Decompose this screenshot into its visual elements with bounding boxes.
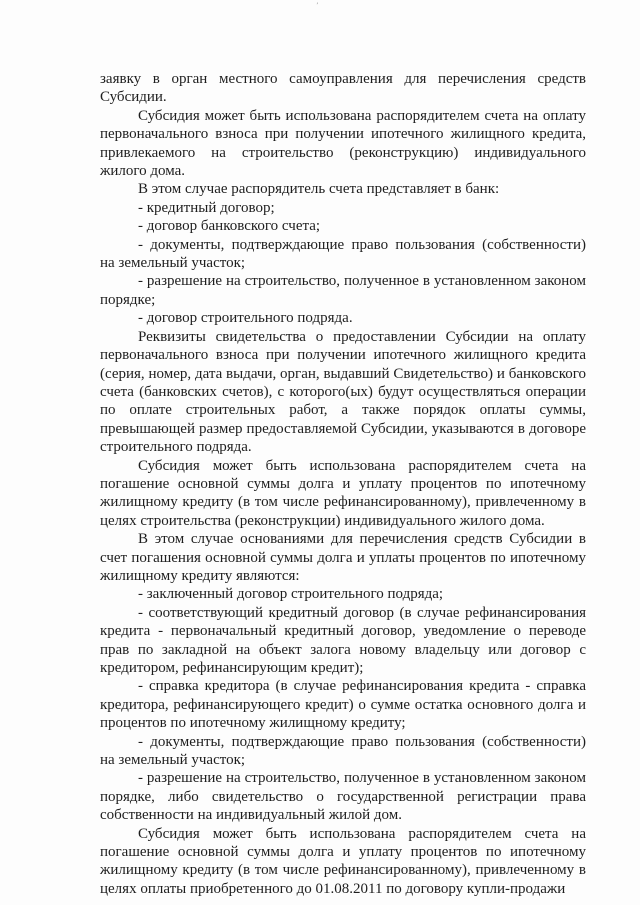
list-item-concluded-contract: - заключенный договор строительного подряда; (138, 586, 444, 603)
paragraph-transfer-grounds: В этом случае основаниями для перечисления средств Субсидии в счет погашения основной суммы долга и уплаты процентов по ипотечному жилищному кредиту являются: (100, 531, 586, 584)
list-item-bank-account-agreement: - договор банковского счета; (138, 218, 321, 235)
list-item-permit-or-ownership-certificate: - разрешение на строительство, полученное в установленном законом порядке, либо свидетельство о государственной регистрации права собственности на индивидуальный жилой дом. (100, 770, 586, 824)
paragraph-subsidy-purchase-repayment: Субсидия может быть использована распорядителем счета на погашение основной суммы долга и уплату процентов по ипотечному жилищному кредиту (в том числе рефинансированному), привлеченному в целях оплаты приобретенного до 01.08.2011 по договору купли-продажи (100, 825, 586, 897)
list-item-land-rights-documents-2: - документы, подтверждающие право пользования (собственности) на земельный участок; (100, 733, 586, 769)
list-item-construction-contract: - договор строительного подряда. (138, 310, 353, 327)
paragraph-subsidy-debt-repayment: Субсидия может быть использована распорядителем счета на погашение основной суммы долга и уплату процентов по ипотечному жилищному кредиту (в том числе рефинансированному), привлеченному в целях строительства (реконструкции) индивидуального жилого дома. (100, 457, 586, 529)
paragraph-continuation: заявку в орган местного самоуправления для перечисления средств Субсидии. (100, 71, 586, 106)
list-item-credit-agreement: - кредитный договор; (138, 199, 275, 216)
list-item-land-rights-documents: - документы, подтверждающие право пользования (собственности) на земельный участок; (100, 236, 586, 272)
document-body (100, 70, 586, 898)
paragraph-subsidy-down-payment: Субсидия может быть использована распорядителем счета на оплату первоначального взноса при получении ипотечного жилищного кредита, привлекаемого на строительство (реконструкцию) индивидуального жилого дома. (100, 107, 586, 180)
paragraph-certificate-details: Реквизиты свидетельства о предоставлении Субсидии на оплату первоначального взноса при получении ипотечного жилищного кредита (серия, номер, дата выдачи, орган, выдавший Свидетельство) и банковского счета (банковских счетов), с которого(ых) будут осуществляться операции по оплате строительных работ, а также порядок оплаты суммы, превышающей размер предоставляемой Субсидии, указываются в договоре строительного подряда. (100, 328, 586, 456)
list-item-creditor-statement: - справка кредитора (в случае рефинансирования кредита - справка кредитора, рефинансирующего кредит) о сумме остатка основного долга и процентов по ипотечному жилищному кредиту; (100, 678, 586, 732)
paragraph-documents-intro: В этом случае распорядитель счета представляет в банк: (138, 181, 500, 198)
list-item-relevant-credit-agreement: - соответствующий кредитный договор (в случае рефинансирования кредита - первоначальный кредитный договор, уведомление о переводе прав по закладной на объект залога новому владельцу или договор с кредитором, рефинансирующим кредит); (100, 604, 586, 676)
scan-mark: ʼ (316, 2, 319, 10)
list-item-building-permit: - разрешение на строительство, полученное в установленном законом порядке; (100, 273, 586, 308)
